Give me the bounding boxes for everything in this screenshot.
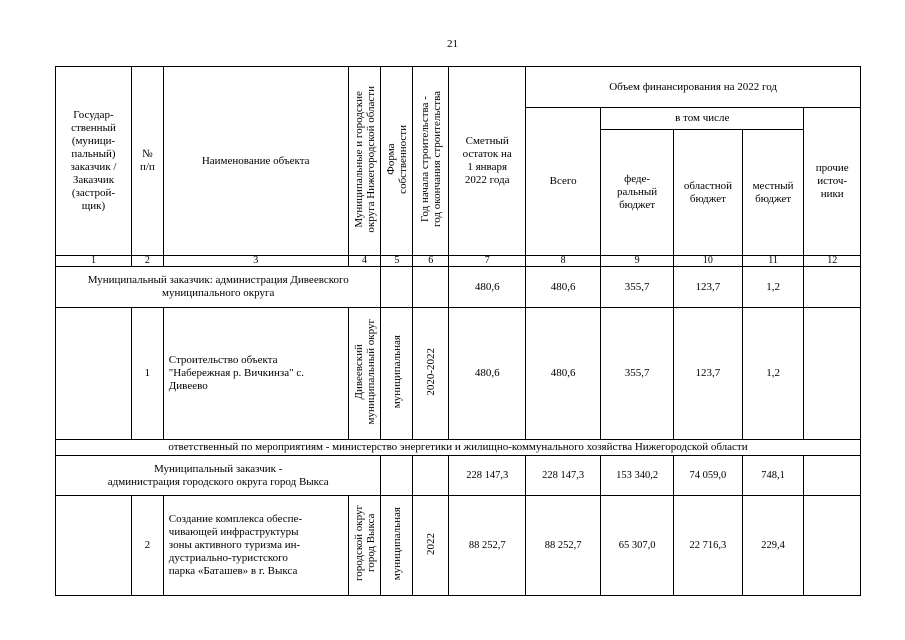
header-district: Муниципальные и городские округа Нижегородской области xyxy=(348,67,381,256)
colnum: 10 xyxy=(674,256,743,267)
cell-estimate: 88 252,7 xyxy=(449,496,526,596)
cell-other xyxy=(804,267,861,308)
cell-index: 1 xyxy=(131,308,163,440)
cell-estimate: 228 147,3 xyxy=(449,456,526,496)
header-federal: феде- ральный бюджет xyxy=(601,130,674,256)
cell-local: 1,2 xyxy=(742,267,804,308)
cell-federal: 355,7 xyxy=(601,308,674,440)
colnum: 5 xyxy=(381,256,413,267)
header-index: № п/п xyxy=(131,67,163,256)
cell-total: 480,6 xyxy=(526,267,601,308)
cell-index: 2 xyxy=(131,496,163,596)
header-local: местный бюджет xyxy=(742,130,804,256)
cell-federal: 355,7 xyxy=(601,267,674,308)
colnum: 8 xyxy=(526,256,601,267)
colnum: 1 xyxy=(56,256,132,267)
cell-object-name: Создание комплекса обеспе- чивающей инфраструктуры зоны активного туризма ин- дустриально-туристского парка «Баташев» в г. Выкса xyxy=(163,496,348,596)
financing-table xyxy=(55,66,861,596)
column-numbers-row xyxy=(56,256,861,267)
header-years: Год начала строительства - год окончания строительства xyxy=(413,67,449,256)
cell-regional: 123,7 xyxy=(674,267,743,308)
cell-regional: 74 059,0 xyxy=(674,456,743,496)
customer-label: Муниципальный заказчик - администрация городского округа город Выкса xyxy=(56,456,381,496)
header-other-sources: прочие источ- ники xyxy=(804,108,861,256)
cell-ownership: муниципальная xyxy=(381,308,413,440)
cell-years: 2020-2022 xyxy=(413,308,449,440)
table-row xyxy=(56,267,861,308)
cell-district: Дивеевский муниципальный округ xyxy=(348,308,381,440)
header-financing: Объем финансирования на 2022 год xyxy=(526,67,861,108)
table-row xyxy=(56,456,861,496)
colnum: 11 xyxy=(742,256,804,267)
customer-label: Муниципальный заказчик: администрация Дивеевского муниципального округа xyxy=(56,267,381,308)
cell-object-name: Строительство объекта "Набережная р. Вичкинза" с. Дивеево xyxy=(163,308,348,440)
cell-regional: 123,7 xyxy=(674,308,743,440)
cell-estimate: 480,6 xyxy=(449,267,526,308)
header-including: в том числе xyxy=(601,108,804,130)
colnum: 2 xyxy=(131,256,163,267)
cell-years: 2022 xyxy=(413,496,449,596)
cell xyxy=(56,308,132,440)
cell-regional: 22 716,3 xyxy=(674,496,743,596)
table-row xyxy=(56,496,861,596)
cell-local: 229,4 xyxy=(742,496,804,596)
colnum: 3 xyxy=(163,256,348,267)
cell-federal: 65 307,0 xyxy=(601,496,674,596)
header-regional: областной бюджет xyxy=(674,130,743,256)
colnum: 9 xyxy=(601,256,674,267)
table-row xyxy=(56,308,861,440)
cell xyxy=(56,496,132,596)
header-ownership: Форма собственности xyxy=(381,67,413,256)
responsible-note: ответственный по мероприятиям - министерство энергетики и жилищно-коммунального хозяйства Нижегородской области xyxy=(56,440,861,456)
page-number: 21 xyxy=(447,38,458,50)
cell-total: 88 252,7 xyxy=(526,496,601,596)
cell-estimate: 480,6 xyxy=(449,308,526,440)
cell-total: 228 147,3 xyxy=(526,456,601,496)
header-estimate-balance: Сметный остаток на 1 января 2022 года xyxy=(449,67,526,256)
cell xyxy=(413,456,449,496)
cell-total: 480,6 xyxy=(526,308,601,440)
cell-local: 748,1 xyxy=(742,456,804,496)
cell-other xyxy=(804,456,861,496)
cell-district: городской округ город Выкса xyxy=(348,496,381,596)
colnum: 12 xyxy=(804,256,861,267)
cell-local: 1,2 xyxy=(742,308,804,440)
header-total: Всего xyxy=(526,108,601,256)
colnum: 6 xyxy=(413,256,449,267)
cell-ownership: муниципальная xyxy=(381,496,413,596)
table-row xyxy=(56,440,861,456)
header-customer: Государ- ственный (муници- пальный) заказчик / Заказчик (застрой- щик) xyxy=(56,67,132,256)
cell xyxy=(413,267,449,308)
colnum: 7 xyxy=(449,256,526,267)
cell-federal: 153 340,2 xyxy=(601,456,674,496)
cell xyxy=(381,267,413,308)
header-object-name: Наименование объекта xyxy=(163,67,348,256)
cell-other xyxy=(804,308,861,440)
colnum: 4 xyxy=(348,256,381,267)
cell-other xyxy=(804,496,861,596)
cell xyxy=(381,456,413,496)
